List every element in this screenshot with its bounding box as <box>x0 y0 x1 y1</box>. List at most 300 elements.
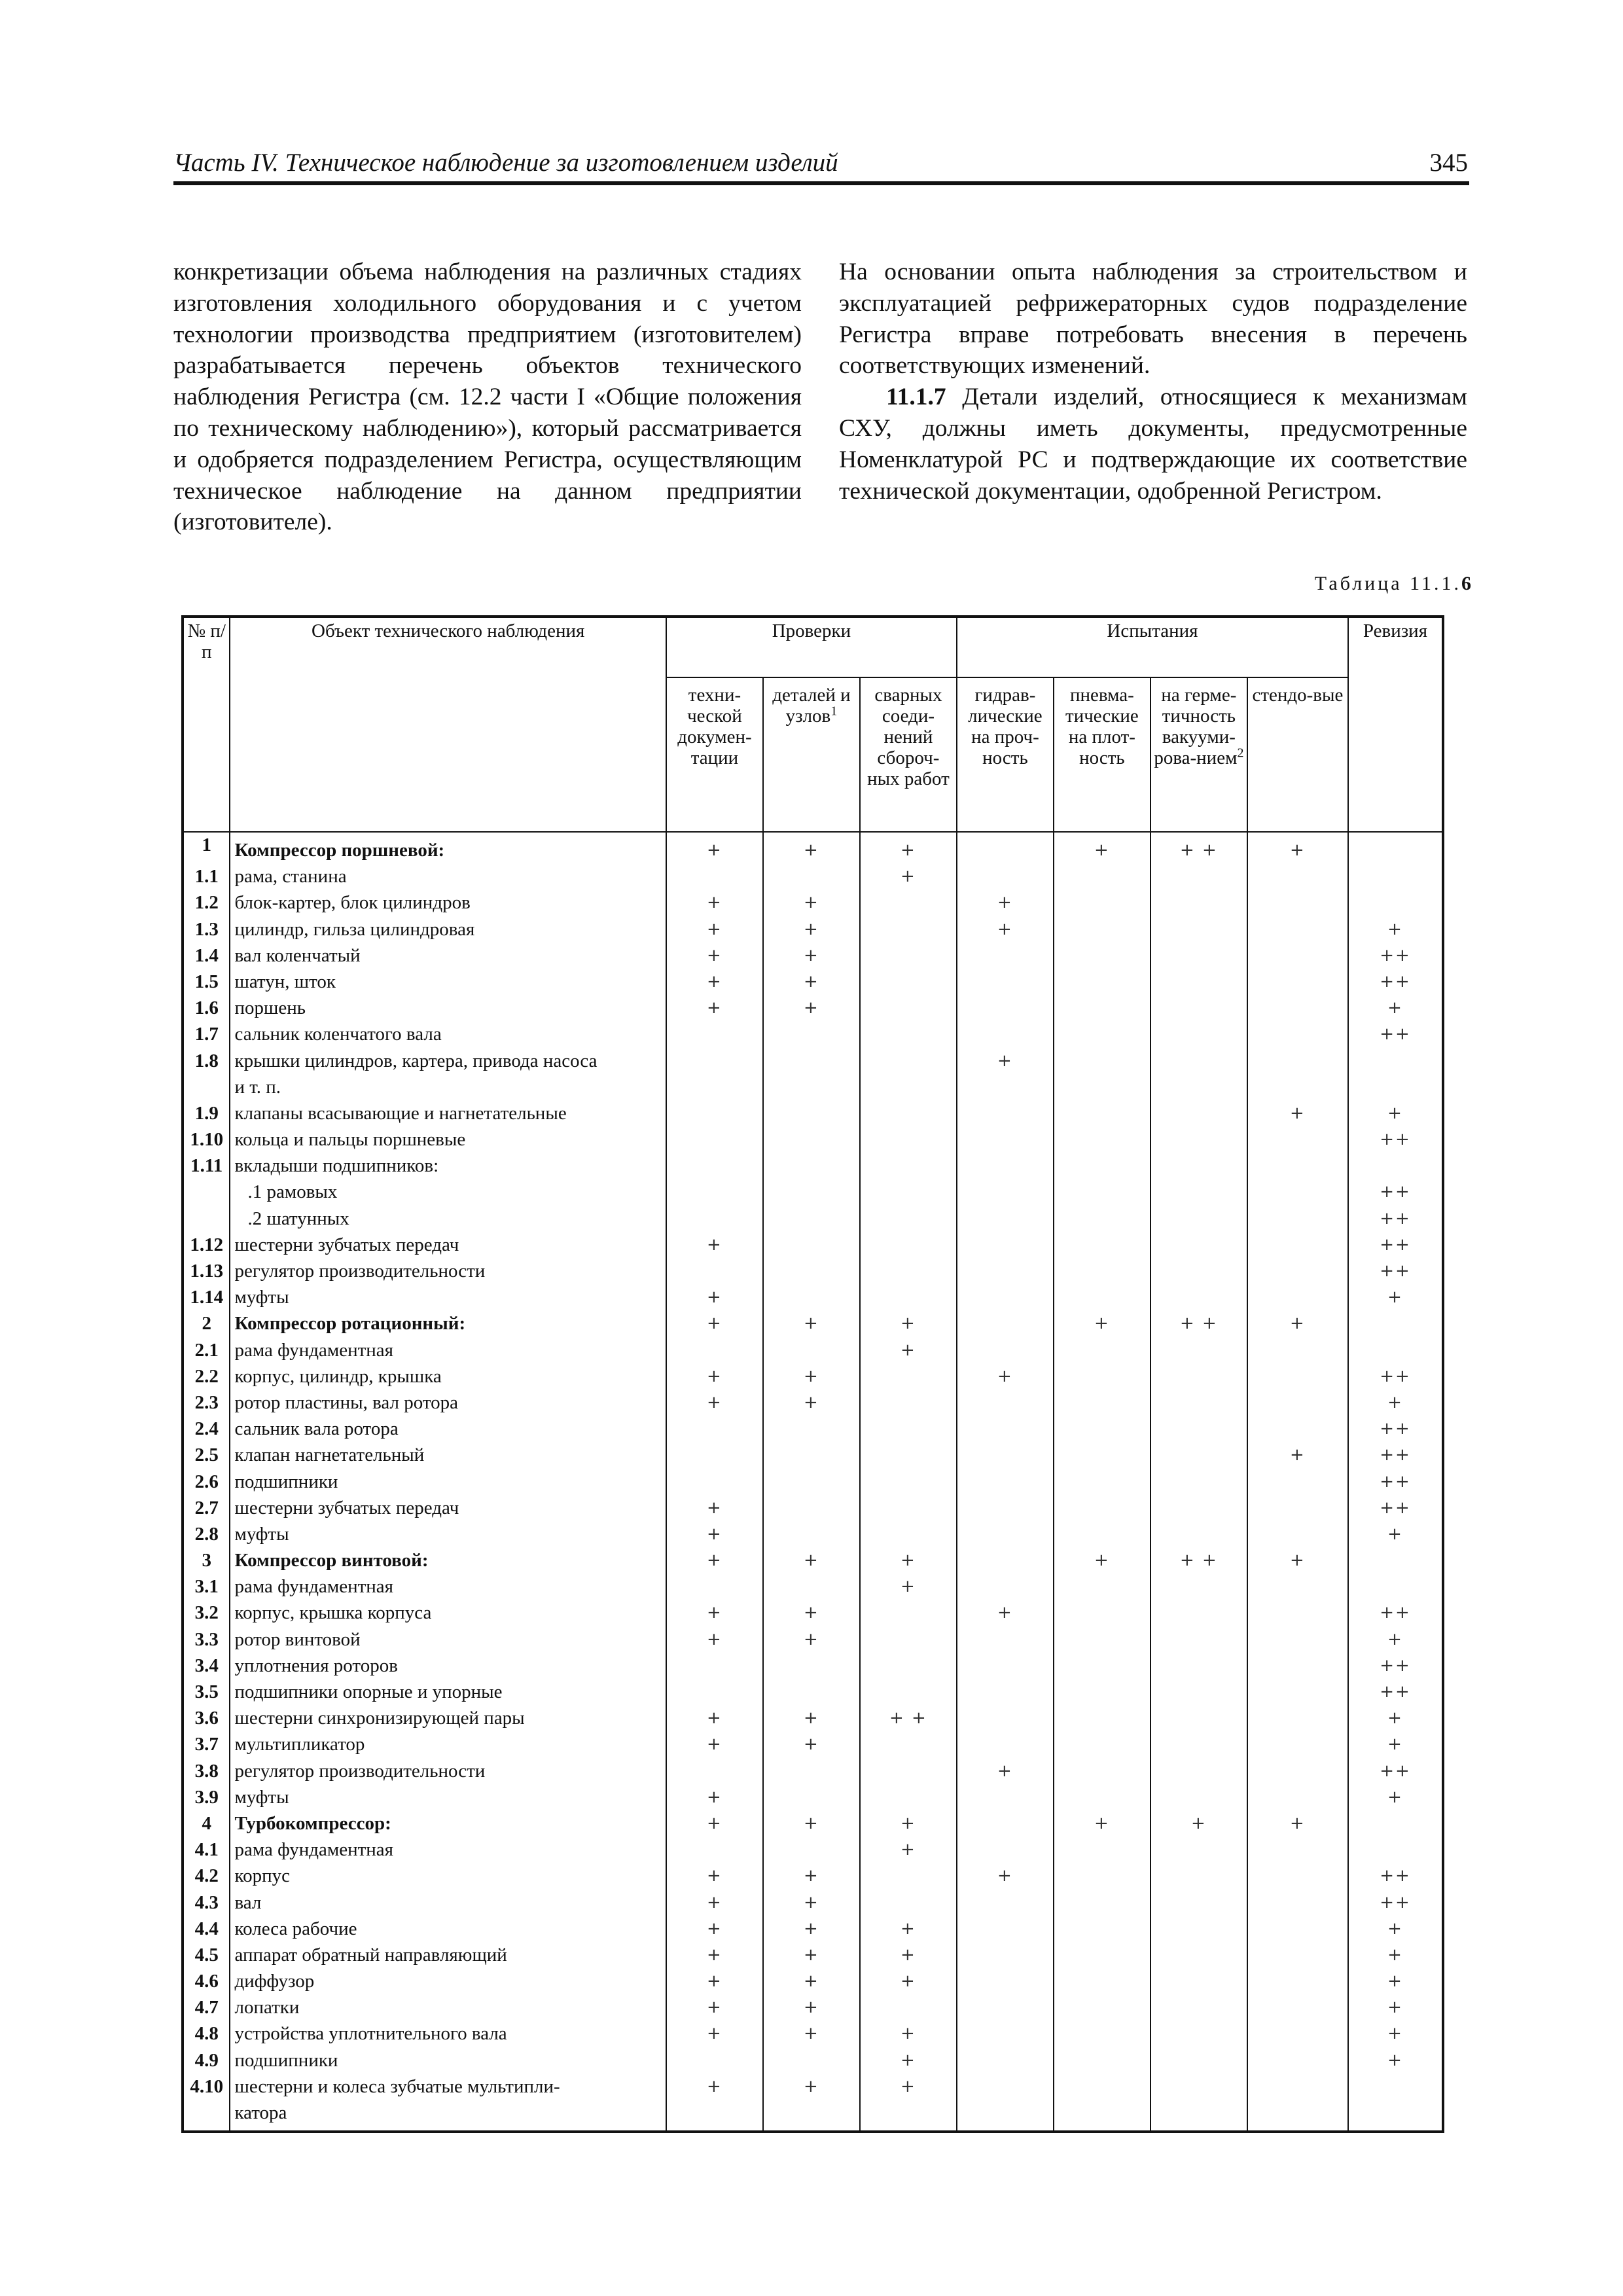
row-mark: ++ <box>1348 1653 1443 1679</box>
row-mark <box>860 890 957 916</box>
row-mark <box>1054 969 1150 996</box>
row-mark <box>860 1390 957 1416</box>
row-mark <box>1348 1574 1443 1600</box>
row-mark: + <box>1247 1548 1348 1574</box>
row-mark <box>666 1259 763 1285</box>
row-mark <box>1150 890 1247 916</box>
row-mark <box>1150 1469 1247 1496</box>
table-caption-prefix: Таблица 11.1. <box>1314 573 1461 594</box>
row-object-name: сальник вала ротора <box>230 1416 666 1443</box>
row-mark <box>1054 1390 1150 1416</box>
row-mark <box>1150 1338 1247 1364</box>
row-mark <box>1247 2048 1348 2074</box>
row-object-name: диффузор <box>230 1969 666 1995</box>
row-mark: + <box>860 2074 957 2100</box>
row-object-name: шестерни синхронизирующей пары <box>230 1706 666 1732</box>
row-mark <box>1247 1416 1348 1443</box>
row-number: 4.3 <box>183 1890 230 1916</box>
row-object-name: шатун, шток <box>230 969 666 996</box>
row-mark <box>1247 1522 1348 1548</box>
row-mark: + <box>666 1969 763 1995</box>
table-row <box>183 1127 1443 1153</box>
row-mark: + <box>1348 1101 1443 1127</box>
row-mark <box>763 1285 860 1311</box>
row-mark <box>1150 1916 1247 1943</box>
row-mark: + <box>1348 1785 1443 1811</box>
row-mark <box>1348 1311 1443 1337</box>
row-mark <box>1247 1574 1348 1600</box>
row-mark: + <box>860 1338 957 1364</box>
row-mark: + <box>1348 1995 1443 2021</box>
row-mark <box>666 1179 763 1206</box>
row-mark: ++ <box>1348 969 1443 996</box>
row-mark <box>957 1127 1054 1153</box>
row-mark: + + <box>1150 832 1247 864</box>
table-row <box>183 2021 1443 2047</box>
row-mark <box>1150 943 1247 969</box>
row-mark: + <box>860 1837 957 1863</box>
row-mark: + <box>763 1732 860 1758</box>
row-mark: + <box>1348 996 1443 1022</box>
row-mark: + <box>1348 1285 1443 1311</box>
row-mark <box>1150 1627 1247 1653</box>
table-row <box>183 1679 1443 1706</box>
row-mark <box>1150 1785 1247 1811</box>
row-mark <box>1054 1890 1150 1916</box>
row-mark <box>1054 1101 1150 1127</box>
row-mark <box>1247 1469 1348 1496</box>
table-row <box>183 1890 1443 1916</box>
row-mark: + <box>763 1890 860 1916</box>
row-mark <box>666 1338 763 1364</box>
row-mark <box>1247 1995 1348 2021</box>
header-vacuum-label: на герме-тичность вакууми-рова-нием <box>1154 685 1238 768</box>
row-mark <box>1054 1443 1150 1469</box>
row-number: 1.1 <box>183 864 230 890</box>
row-object-name: корпус, цилиндр, крышка <box>230 1364 666 1390</box>
row-object-name: .1 рамовых <box>230 1179 666 1206</box>
row-mark <box>1247 1916 1348 1943</box>
row-mark: + <box>666 1732 763 1758</box>
row-mark <box>1150 917 1247 943</box>
row-mark <box>1054 1916 1150 1943</box>
row-mark <box>1150 1416 1247 1443</box>
row-object-name: блок-картер, блок цилиндров <box>230 890 666 916</box>
row-mark <box>860 1890 957 1916</box>
row-number: 1.10 <box>183 1127 230 1153</box>
row-mark <box>957 943 1054 969</box>
table-caption <box>1315 573 1471 595</box>
row-mark <box>1150 1153 1247 1179</box>
row-mark <box>1150 1890 1247 1916</box>
row-mark: ++ <box>1348 1863 1443 1890</box>
row-mark <box>1054 996 1150 1022</box>
row-mark <box>1150 1706 1247 1732</box>
row-mark <box>1150 1574 1247 1600</box>
row-mark: + <box>860 1916 957 1943</box>
row-mark: + <box>1247 1811 1348 1837</box>
row-number: 4.9 <box>183 2048 230 2074</box>
table-row <box>183 1285 1443 1311</box>
row-number: 1.9 <box>183 1101 230 1127</box>
row-number: 1.12 <box>183 1232 230 1259</box>
row-mark <box>1150 969 1247 996</box>
row-mark: + <box>1348 917 1443 943</box>
row-mark <box>763 1574 860 1600</box>
row-number: 3.1 <box>183 1574 230 1600</box>
table-row <box>183 1179 1443 1206</box>
row-mark <box>763 1127 860 1153</box>
row-mark: + <box>860 1574 957 1600</box>
row-object-name: рама фундаментная <box>230 1338 666 1364</box>
row-mark: ++ <box>1348 1890 1443 1916</box>
row-mark: + <box>763 917 860 943</box>
row-mark: + <box>860 1969 957 1995</box>
row-number: 3.2 <box>183 1600 230 1626</box>
row-mark <box>1247 1390 1348 1416</box>
row-mark <box>957 1022 1054 1048</box>
row-mark: + <box>763 1863 860 1890</box>
row-mark <box>957 1679 1054 1706</box>
row-mark <box>763 1679 860 1706</box>
row-mark <box>957 1522 1054 1548</box>
row-number: 2.3 <box>183 1390 230 1416</box>
row-mark <box>1054 1706 1150 1732</box>
row-mark <box>860 1049 957 1075</box>
row-mark <box>1150 1863 1247 1890</box>
row-mark: ++ <box>1348 1443 1443 1469</box>
row-mark <box>1054 864 1150 890</box>
row-number: 1.8 <box>183 1049 230 1075</box>
row-mark <box>1054 917 1150 943</box>
row-mark <box>957 1574 1054 1600</box>
row-mark <box>957 1496 1054 1522</box>
row-mark <box>1054 890 1150 916</box>
row-object-name: вкладыши подшипников: <box>230 1153 666 1179</box>
row-object-name: вал коленчатый <box>230 943 666 969</box>
table-row <box>183 1390 1443 1416</box>
row-mark <box>860 1443 957 1469</box>
row-mark <box>1054 943 1150 969</box>
row-mark <box>1054 1600 1150 1626</box>
row-mark: + + <box>860 1706 957 1732</box>
row-mark: + <box>763 2021 860 2047</box>
row-number <box>183 1179 230 1206</box>
row-mark <box>763 1785 860 1811</box>
row-mark <box>666 2100 763 2132</box>
row-mark: + <box>666 1548 763 1574</box>
row-mark: + <box>763 1969 860 1995</box>
row-mark <box>1054 1416 1150 1443</box>
row-mark: + <box>957 1049 1054 1075</box>
row-mark <box>860 917 957 943</box>
row-mark: + <box>666 1785 763 1811</box>
row-mark: + <box>666 969 763 996</box>
row-object-name: вал <box>230 1890 666 1916</box>
row-mark: + <box>666 1496 763 1522</box>
row-mark <box>1247 917 1348 943</box>
row-mark <box>957 1416 1054 1443</box>
row-mark: + <box>666 1522 763 1548</box>
row-number: 2 <box>183 1311 230 1337</box>
row-mark: + <box>666 943 763 969</box>
row-mark <box>1054 1127 1150 1153</box>
row-mark <box>1054 1285 1150 1311</box>
row-mark <box>763 1049 860 1075</box>
footnote-2-mark: 2 <box>1237 745 1244 761</box>
row-mark: + <box>1348 1522 1443 1548</box>
header-vacuum <box>1150 677 1247 832</box>
row-mark <box>1247 1153 1348 1179</box>
row-mark <box>1247 890 1348 916</box>
row-mark: ++ <box>1348 1022 1443 1048</box>
header-parts <box>763 677 860 832</box>
row-number: 1.11 <box>183 1153 230 1179</box>
row-mark: + <box>1348 1943 1443 1969</box>
row-object-name: ротор пластины, вал ротора <box>230 1390 666 1416</box>
row-mark <box>1247 1075 1348 1101</box>
row-number: 1.2 <box>183 890 230 916</box>
row-mark <box>1150 1943 1247 1969</box>
supervision-table <box>181 615 1444 2133</box>
row-mark <box>957 832 1054 864</box>
row-mark <box>763 1179 860 1206</box>
row-mark: + <box>666 1916 763 1943</box>
row-number: 2.5 <box>183 1443 230 1469</box>
row-mark <box>1348 1837 1443 1863</box>
row-object-name: уплотнения роторов <box>230 1653 666 1679</box>
row-mark <box>1247 1732 1348 1758</box>
row-mark: ++ <box>1348 943 1443 969</box>
table-row <box>183 1101 1443 1127</box>
row-mark <box>1150 1049 1247 1075</box>
row-mark <box>666 864 763 890</box>
row-mark <box>860 1206 957 1232</box>
row-mark: + <box>1348 1969 1443 1995</box>
table-row <box>183 1653 1443 1679</box>
row-mark <box>1247 969 1348 996</box>
table-row <box>183 1469 1443 1496</box>
table-row <box>183 1022 1443 1048</box>
header-object: Объект технического наблюдения <box>230 617 666 832</box>
row-mark: + <box>860 864 957 890</box>
row-mark: + + <box>1150 1311 1247 1337</box>
row-mark: + <box>1348 2048 1443 2074</box>
table-row <box>183 1706 1443 1732</box>
row-mark <box>1150 1127 1247 1153</box>
row-object-name: мультипликатор <box>230 1732 666 1758</box>
row-mark <box>1247 1600 1348 1626</box>
row-mark <box>763 1416 860 1443</box>
row-mark <box>1247 1285 1348 1311</box>
row-mark: + <box>860 2021 957 2047</box>
row-object-name: корпус <box>230 1863 666 1890</box>
row-mark <box>666 1075 763 1101</box>
row-mark: ++ <box>1348 1364 1443 1390</box>
row-mark <box>1150 1600 1247 1626</box>
row-object-name: шестерни и колеса зубчатые мультипли- <box>230 2074 666 2100</box>
row-mark <box>1054 2100 1150 2132</box>
row-object-name: рама фундаментная <box>230 1837 666 1863</box>
row-mark <box>1054 1943 1150 1969</box>
row-mark <box>1054 1179 1150 1206</box>
row-mark: + <box>763 996 860 1022</box>
row-mark: + <box>1054 1311 1150 1337</box>
row-mark: + <box>763 1600 860 1626</box>
row-object-name: Турбокомпрессор: <box>230 1811 666 1837</box>
row-mark <box>1348 1049 1443 1075</box>
row-object-name: поршень <box>230 996 666 1022</box>
row-mark <box>1150 1364 1247 1390</box>
row-mark <box>1150 1285 1247 1311</box>
row-mark: + <box>666 1811 763 1837</box>
table-row <box>183 2074 1443 2100</box>
row-mark <box>1247 943 1348 969</box>
row-mark <box>1054 2074 1150 2100</box>
row-mark <box>1247 1863 1348 1890</box>
row-mark <box>1247 1785 1348 1811</box>
row-mark <box>1054 1338 1150 1364</box>
footnote-1-mark: 1 <box>830 704 838 719</box>
row-mark: ++ <box>1348 1679 1443 1706</box>
row-mark <box>1054 1259 1150 1285</box>
row-mark <box>1247 1338 1348 1364</box>
row-mark <box>1054 1522 1150 1548</box>
table-row <box>183 1600 1443 1626</box>
table-row <box>183 1522 1443 1548</box>
row-mark <box>1348 1338 1443 1364</box>
row-mark <box>1054 1153 1150 1179</box>
row-mark <box>1150 1837 1247 1863</box>
row-mark: + <box>666 1943 763 1969</box>
row-mark: + <box>860 1311 957 1337</box>
row-mark <box>666 1837 763 1863</box>
row-mark <box>763 1259 860 1285</box>
row-mark <box>957 1627 1054 1653</box>
row-mark <box>1348 890 1443 916</box>
right-paragraph-2 <box>839 382 1467 507</box>
row-mark <box>1247 1232 1348 1259</box>
row-mark: + <box>666 1706 763 1732</box>
row-mark <box>957 2048 1054 2074</box>
row-mark <box>1150 1206 1247 1232</box>
row-number: 2.2 <box>183 1364 230 1390</box>
row-mark: + <box>957 1364 1054 1390</box>
row-mark <box>1247 2021 1348 2047</box>
row-mark <box>1348 2100 1443 2132</box>
section-text: Детали изделий, относящиеся к механизмам СХУ, должны иметь документы, предусмотренные Номенклатурой РС и подтверждающие их соответствие технической документации, одобренной Регистром. <box>839 384 1467 505</box>
row-mark <box>763 1206 860 1232</box>
row-mark: ++ <box>1348 1259 1443 1285</box>
row-mark <box>957 1732 1054 1758</box>
table-body <box>183 832 1443 2132</box>
table-caption-number: 6 <box>1461 573 1471 594</box>
row-mark <box>1054 1837 1150 1863</box>
row-mark: + <box>666 1364 763 1390</box>
table-row <box>183 1785 1443 1811</box>
row-mark: + <box>763 1627 860 1653</box>
table-row <box>183 1574 1443 1600</box>
row-object-name: клапан нагнетательный <box>230 1443 666 1469</box>
table-row <box>183 969 1443 996</box>
row-number: 3.9 <box>183 1785 230 1811</box>
row-mark <box>1054 1995 1150 2021</box>
row-mark <box>1150 996 1247 1022</box>
row-mark: + <box>957 1759 1054 1785</box>
row-number: 2.6 <box>183 1469 230 1496</box>
row-mark: + <box>763 2074 860 2100</box>
row-mark <box>957 1153 1054 1179</box>
row-mark <box>1054 1206 1150 1232</box>
row-mark <box>957 1469 1054 1496</box>
row-object-name: рама, станина <box>230 864 666 890</box>
row-mark: ++ <box>1348 1469 1443 1496</box>
row-mark <box>666 1574 763 1600</box>
row-mark <box>1247 1022 1348 1048</box>
row-mark <box>1150 2048 1247 2074</box>
row-mark: + <box>1247 1311 1348 1337</box>
row-mark <box>763 2100 860 2132</box>
row-mark <box>1054 1574 1150 1600</box>
row-mark <box>1348 1811 1443 1837</box>
row-mark <box>763 1075 860 1101</box>
row-mark: + <box>763 832 860 864</box>
header-pneumatic: пневма-тические на плот-ность <box>1054 677 1150 832</box>
row-mark <box>666 1759 763 1785</box>
row-mark: + <box>763 969 860 996</box>
row-mark <box>1054 1049 1150 1075</box>
row-mark <box>666 1153 763 1179</box>
row-mark: + <box>1348 1627 1443 1653</box>
row-mark <box>1348 1548 1443 1574</box>
row-mark <box>957 1206 1054 1232</box>
row-mark <box>957 1390 1054 1416</box>
row-mark: + <box>1348 1732 1443 1758</box>
row-mark <box>1247 1653 1348 1679</box>
row-mark <box>666 1653 763 1679</box>
row-mark <box>763 1101 860 1127</box>
row-mark: + <box>666 1285 763 1311</box>
row-mark <box>957 1811 1054 1837</box>
row-number: 4.6 <box>183 1969 230 1995</box>
row-mark <box>1150 1232 1247 1259</box>
row-mark <box>763 1837 860 1863</box>
table-row <box>183 1548 1443 1574</box>
row-mark: + <box>666 996 763 1022</box>
row-mark <box>860 1785 957 1811</box>
row-number: 1.4 <box>183 943 230 969</box>
row-mark: + <box>860 1811 957 1837</box>
left-column <box>173 257 802 538</box>
row-object-name: подшипники <box>230 1469 666 1496</box>
row-mark <box>1054 1496 1150 1522</box>
row-mark: ++ <box>1348 1232 1443 1259</box>
row-mark: + <box>763 1995 860 2021</box>
row-mark <box>1054 1364 1150 1390</box>
row-mark <box>1247 1890 1348 1916</box>
row-mark: + <box>666 2074 763 2100</box>
row-mark <box>1247 2100 1348 2132</box>
row-number: 2.8 <box>183 1522 230 1548</box>
row-number: 3.5 <box>183 1679 230 1706</box>
row-object-name: муфты <box>230 1785 666 1811</box>
row-mark <box>1247 1627 1348 1653</box>
table-row <box>183 1443 1443 1469</box>
row-mark: + <box>1247 1101 1348 1127</box>
row-mark <box>860 1232 957 1259</box>
row-mark <box>763 1338 860 1364</box>
table-row <box>183 1811 1443 1837</box>
